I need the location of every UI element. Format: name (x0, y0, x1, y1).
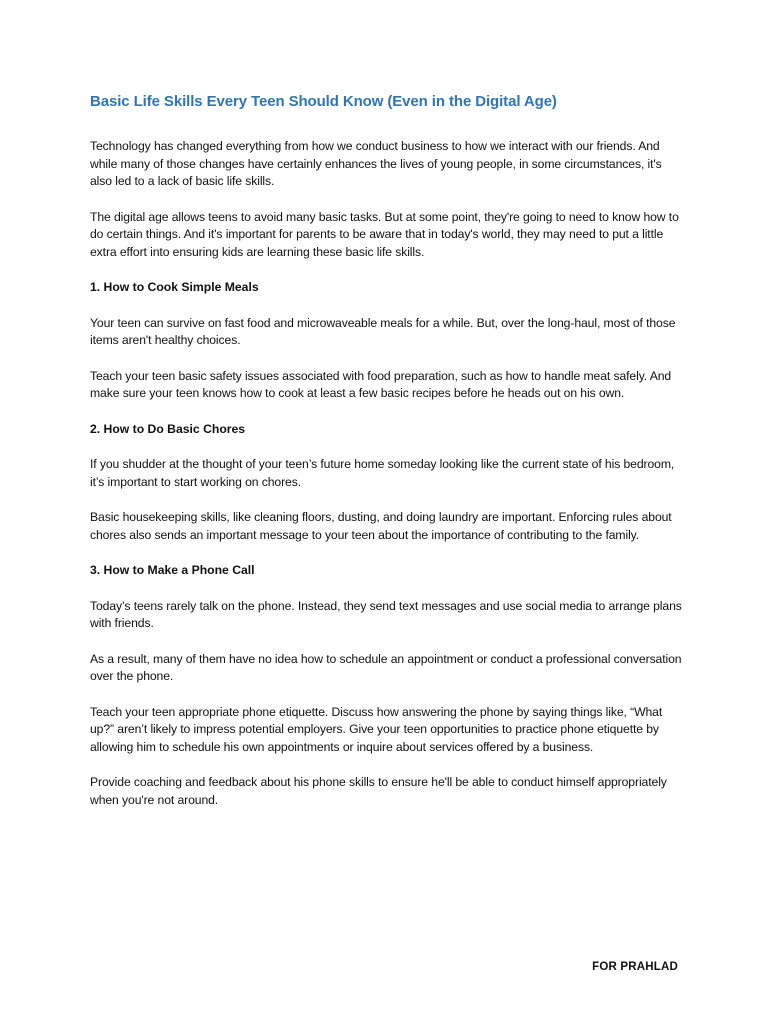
section-basic-chores (90, 421, 686, 545)
section-paragraph: Your teen can survive on fast food and microwaveable meals for a while. But, over the long-haul, most of those items aren't healthy choices. (90, 315, 676, 347)
document-page (90, 92, 686, 827)
section-heading: 1. How to Cook Simple Meals (90, 280, 259, 294)
intro-paragraph: The digital age allows teens to avoid many basic tasks. But at some point, they're going to need to know how to do certain things. And it's important for parents to be aware that in today's world, they may need to put a little extra effort into ensuring kids are learning these basic life skills. (90, 209, 679, 259)
section-paragraph: If you shudder at the thought of your teen’s future home someday looking like the current state of his bedroom, it’s important to start working on chores. (90, 457, 675, 489)
page-footer: FOR PRAHLAD (592, 961, 678, 973)
section-paragraph: Basic housekeeping skills, like cleaning floors, dusting, and doing laundry are important. Enforcing rules about chores also sends an important message to your teen about the importance of contributing to the family. (90, 510, 672, 542)
section-phone-call (90, 562, 686, 809)
section-paragraph: As a result, many of them have no idea how to schedule an appointment or conduct a professional conversation over the phone. (90, 651, 682, 683)
section-paragraph: Teach your teen appropriate phone etiquette. Discuss how answering the phone by saying things like, “What up?” aren’t likely to impress potential employers. Give your teen opportunities to practice phone etiquette by allowing him to schedule his own appointments or inquire about services offered by a business. (90, 704, 663, 754)
section-paragraph: Provide coaching and feedback about his phone skills to ensure he'll be able to conduct himself appropriately when you're not around. (90, 775, 667, 807)
document-title: Basic Life Skills Every Teen Should Know (Even in the Digital Age) (90, 93, 557, 110)
section-heading: 2. How to Do Basic Chores (90, 421, 246, 436)
section-paragraph: Teach your teen basic safety issues associated with food preparation, such as how to handle meat safely. And make sure your teen knows how to cook at least a few basic recipes before he heads out on his own. (90, 368, 672, 400)
intro-paragraph: Technology has changed everything from how we conduct business to how we interact with our friends. And while many of those changes have certainly enhances the lives of young people, in some circumstances, it's also led to a lack of basic life skills. (90, 139, 662, 188)
section-paragraph: Today’s teens rarely talk on the phone. Instead, they send text messages and use social media to arrange plans with friends. (90, 598, 682, 630)
section-cook-meals (90, 279, 686, 403)
section-heading: 3. How to Make a Phone Call (90, 563, 255, 577)
